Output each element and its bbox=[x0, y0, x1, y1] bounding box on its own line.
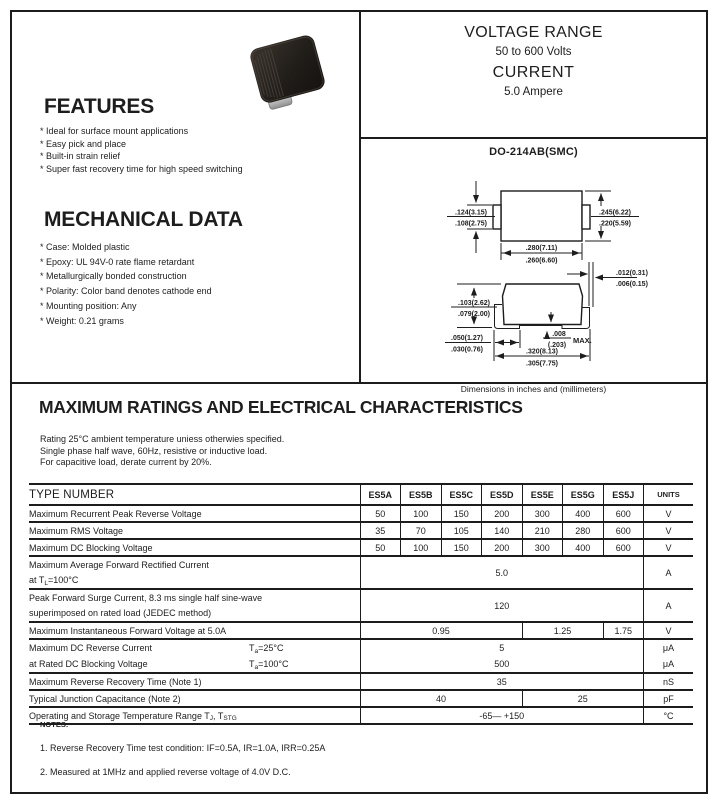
row-value: 100 bbox=[401, 505, 442, 522]
table-row bbox=[29, 622, 693, 639]
dim-tab-width-min: .108(2.75) bbox=[455, 220, 487, 228]
ratings-section bbox=[12, 382, 706, 794]
package-name: DO-214AB(SMC) bbox=[489, 146, 578, 158]
right-column bbox=[359, 12, 706, 394]
dim-foot-length-max: .050(1.27) bbox=[451, 335, 483, 342]
type-col-header: ES5C bbox=[441, 484, 482, 505]
type-col-header: ES5G bbox=[563, 484, 604, 505]
features-list bbox=[40, 125, 243, 175]
row-value: 300 bbox=[522, 539, 563, 556]
current-title: CURRENT bbox=[492, 64, 575, 81]
row-value: 400 bbox=[563, 505, 604, 522]
row-condition: $T_a=25^\circ C$ bbox=[249, 643, 284, 655]
notes-block bbox=[40, 720, 325, 777]
table-row bbox=[29, 673, 693, 690]
row-value: 40 bbox=[360, 690, 522, 707]
condition-line: Single phase half wave, 60Hz, resistive or inductive load. bbox=[40, 445, 268, 456]
row-value: 280 bbox=[563, 522, 604, 539]
package-outline-box bbox=[361, 146, 706, 399]
ratings-table bbox=[29, 483, 693, 725]
dim-foot-length-min: .030(0.76) bbox=[451, 346, 483, 354]
rating-conditions bbox=[40, 434, 284, 469]
table-row bbox=[29, 505, 693, 522]
table-row bbox=[29, 522, 693, 539]
type-col-header: ES5D bbox=[482, 484, 523, 505]
row-value: 5 bbox=[360, 639, 644, 656]
units-header: UNITS bbox=[644, 484, 694, 505]
row-value: 25 bbox=[522, 690, 644, 707]
table-row bbox=[29, 589, 693, 605]
row-label: Operating and Storage Temperature Range $T_J$, $T_{STG}$ bbox=[29, 710, 237, 722]
dim-overall-height-min: .079(2.00) bbox=[458, 311, 490, 318]
type-col-header: ES5A bbox=[360, 484, 401, 505]
row-value: 105 bbox=[441, 522, 482, 539]
row-unit: V bbox=[644, 622, 694, 639]
row-condition: $T_a=100^\circ C$ bbox=[249, 659, 289, 671]
dim-standoff-mm: (.203) bbox=[547, 342, 567, 349]
note-item: 1. Reverse Recovery Time test condition: IF=0.5A, IR=1.0A, IRR=0.25A bbox=[40, 743, 326, 753]
row-value: 100 bbox=[401, 539, 442, 556]
row-label: Maximum Recurrent Peak Reverse Voltage bbox=[29, 508, 202, 519]
dim-overall-width-min: .305(7.75) bbox=[526, 360, 558, 368]
mechanical-data-list bbox=[40, 240, 212, 328]
row-label: Maximum Average Forward Rectified Current bbox=[29, 559, 209, 570]
ratings-summary-box bbox=[361, 24, 706, 139]
dim-body-width-max: .280(7.11) bbox=[525, 245, 558, 252]
type-col-header: ES5J bbox=[603, 484, 644, 505]
condition-line: Rating 25°C ambient temperature uniess otherwies specified. bbox=[40, 434, 285, 444]
feature-item: * Easy pick and place bbox=[40, 138, 127, 149]
package-drawing bbox=[361, 166, 706, 399]
row-unit: pF bbox=[644, 690, 694, 707]
type-col-header: ES5B bbox=[401, 484, 442, 505]
feature-item: * Ideal for surface mount applications bbox=[40, 126, 189, 136]
dim-overall-height-max: .103(2.62) bbox=[458, 300, 490, 307]
row-label-text: Maximum DC Reverse Current bbox=[29, 643, 153, 653]
dim-tab-width-max: .124(3.15) bbox=[455, 209, 487, 217]
row-value: 200 bbox=[482, 539, 523, 556]
mechanical-item: * Mounting position: Any bbox=[40, 300, 137, 311]
row-label: Typical Junction Capacitance (Note 2) bbox=[29, 693, 181, 704]
table-row bbox=[29, 690, 693, 707]
dim-body-height-min: .220(5.59) bbox=[599, 220, 631, 228]
row-label: Maximum DC Blocking Voltage bbox=[29, 542, 153, 553]
mechanical-data-heading: MECHANICAL DATA bbox=[44, 208, 243, 231]
row-value: 50 bbox=[360, 539, 401, 556]
table-row bbox=[29, 539, 693, 556]
top-section bbox=[12, 12, 706, 394]
row-value: 600 bbox=[603, 522, 644, 539]
mechanical-item: * Weight: 0.21 grams bbox=[40, 315, 124, 326]
mechanical-item: * Polarity: Color band denotes cathode end bbox=[40, 286, 212, 297]
table-row bbox=[29, 639, 693, 656]
voltage-range-title: VOLTAGE RANGE bbox=[464, 24, 603, 41]
feature-item: * Super fast recovery time for high speed switching bbox=[40, 163, 243, 174]
row-value: 500 bbox=[360, 656, 644, 673]
features-heading: FEATURES bbox=[44, 95, 155, 118]
row-label: Maximum Reverse Recovery Time (Note 1) bbox=[29, 676, 202, 687]
row-value: -65— +150 bbox=[360, 707, 644, 724]
table-row bbox=[29, 556, 693, 572]
row-value: 200 bbox=[482, 505, 523, 522]
table-header-row bbox=[29, 484, 693, 505]
type-col-header: ES5E bbox=[522, 484, 563, 505]
row-value: 140 bbox=[482, 522, 523, 539]
row-value: 70 bbox=[401, 522, 442, 539]
dim-overall-width-max: .320(8.13) bbox=[526, 348, 558, 356]
page-border bbox=[10, 10, 708, 794]
row-label: Maximum RMS Voltage bbox=[29, 525, 124, 536]
row-value: 35 bbox=[360, 522, 401, 539]
row-label: at $T_L=100^\circ C$ bbox=[29, 575, 79, 587]
row-label-text: at Rated DC Blocking Voltage bbox=[29, 659, 148, 669]
row-unit: A bbox=[644, 589, 694, 622]
row-value: 400 bbox=[563, 539, 604, 556]
mechanical-item: * Metallurgically bonded construction bbox=[40, 271, 187, 282]
note-item: 2. Measured at 1MHz and applied reverse voltage of 4.0V D.C. bbox=[40, 767, 291, 777]
row-value: 150 bbox=[441, 505, 482, 522]
mechanical-item: * Case: Molded plastic bbox=[40, 242, 130, 252]
notes-heading: NOTES: bbox=[40, 720, 69, 729]
mechanical-item: * Epoxy: UL 94V-0 rate flame retardant bbox=[40, 256, 195, 267]
row-unit: nS bbox=[644, 673, 694, 690]
row-value: 35 bbox=[360, 673, 644, 690]
row-label bbox=[29, 656, 360, 673]
type-number-header: TYPE NUMBER bbox=[29, 488, 115, 501]
dim-body-width-min: .260(6.60) bbox=[525, 257, 558, 265]
row-label: superimposed on rated load (JEDEC method) bbox=[29, 608, 212, 618]
row-label: Peak Forward Surge Current, 8.3 ms single half sine-wave bbox=[29, 592, 263, 603]
row-unit: μA bbox=[644, 656, 694, 673]
dim-standoff-inches: .008 bbox=[552, 331, 566, 338]
dim-standoff-max-label: MAX. bbox=[573, 336, 592, 345]
row-value: 1.25 bbox=[522, 622, 603, 639]
row-unit: V bbox=[644, 505, 694, 522]
feature-item: * Built-in strain relief bbox=[40, 151, 121, 161]
row-label bbox=[29, 639, 360, 656]
row-unit: A bbox=[644, 556, 694, 589]
row-unit: V bbox=[644, 522, 694, 539]
left-column bbox=[12, 12, 359, 382]
dim-terminal-thickness-max: .012(0.31) bbox=[616, 270, 648, 277]
row-value: 120 bbox=[360, 589, 644, 622]
row-value: 600 bbox=[603, 505, 644, 522]
smc-package-3d bbox=[248, 33, 328, 111]
table-row-continued bbox=[29, 656, 693, 673]
row-value: 600 bbox=[603, 539, 644, 556]
dim-body-height-max: .245(6.22) bbox=[599, 209, 631, 217]
row-value: 300 bbox=[522, 505, 563, 522]
row-label: Maximum Instantaneous Forward Voltage at 5.0A bbox=[29, 625, 227, 636]
ratings-heading: MAXIMUM RATINGS AND ELECTRICAL CHARACTERISTICS bbox=[39, 397, 523, 417]
row-value: 0.95 bbox=[360, 622, 522, 639]
row-unit: °C bbox=[644, 707, 694, 724]
condition-line: For capacitive load, derate current by 20%. bbox=[40, 457, 212, 467]
row-value: 5.0 bbox=[360, 556, 644, 589]
row-unit: V bbox=[644, 539, 694, 556]
current-value: 5.0 Ampere bbox=[504, 86, 563, 98]
row-value: 50 bbox=[360, 505, 401, 522]
product-photo bbox=[242, 26, 334, 118]
row-value: 150 bbox=[441, 539, 482, 556]
row-unit: μA bbox=[644, 639, 694, 656]
dim-terminal-thickness-min: .006(0.15) bbox=[616, 281, 648, 288]
row-value: 210 bbox=[522, 522, 563, 539]
dimensions-note: Dimensions in inches and (millimeters) bbox=[460, 384, 607, 394]
voltage-range-value: 50 to 600 Volts bbox=[495, 46, 572, 58]
package-side-view bbox=[445, 284, 592, 368]
row-value: 1.75 bbox=[603, 622, 644, 639]
